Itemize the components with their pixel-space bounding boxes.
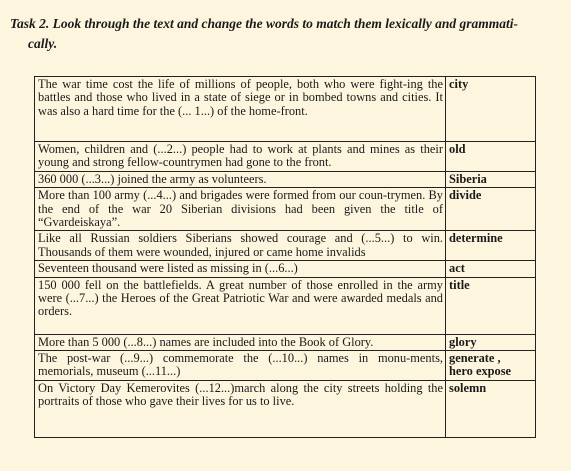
word-cell bbox=[446, 231, 536, 261]
word-cell bbox=[446, 142, 536, 172]
table-row bbox=[35, 350, 536, 380]
passage-cell: 150 000 fell on the battlefields. A great number of those enrolled in the army were (...7...) the Heroes of the Great Patriotic War and were awarded medals and orders. bbox=[35, 277, 446, 334]
task-heading-line1: Task 2. Look through the text and change the words to match them lexically and grammati- bbox=[10, 16, 519, 31]
word-cell bbox=[446, 77, 536, 142]
word-hint: generate , bbox=[449, 350, 501, 365]
exercise-table bbox=[34, 76, 536, 438]
word-hint: hero expose bbox=[449, 364, 512, 379]
passage-cell: The war time cost the life of millions of people, both who were fight-ing the battles and those who lived in a state of siege or in bombed towns and cities. It was also a hard time for the (... 1...) of the home-front. bbox=[35, 77, 446, 142]
table-row bbox=[35, 142, 536, 172]
word-hint: old bbox=[449, 142, 466, 156]
word-hint: glory bbox=[449, 334, 477, 349]
task-heading-line2: cally. bbox=[28, 36, 58, 51]
passage-cell: Women, children and (...2...) people had to work at plants and mines as their young and strong fellow-countrymen had gone to the front. bbox=[35, 142, 446, 172]
word-cell bbox=[446, 277, 536, 334]
table-row bbox=[35, 261, 536, 277]
word-cell bbox=[446, 350, 536, 380]
task-heading bbox=[10, 14, 562, 54]
table-row bbox=[35, 188, 536, 231]
word-hint: determine bbox=[449, 231, 503, 246]
word-cell bbox=[446, 188, 536, 231]
word-cell bbox=[446, 261, 536, 277]
table-row bbox=[35, 231, 536, 261]
table-row bbox=[35, 277, 536, 334]
passage-cell: 360 000 (...3...) joined the army as volunteers. bbox=[35, 172, 446, 188]
passage-cell: More than 100 army (...4...) and brigades were formed from our coun-trymen. By the end of the war 20 Siberian divisions had been given the title of “Gvardeiskaya”. bbox=[35, 188, 446, 231]
passage-cell: Like all Russian soldiers Siberians showed courage and (...5...) to win. Thousands of them were wounded, injured or came home invalids bbox=[35, 231, 446, 261]
word-cell bbox=[446, 380, 536, 437]
table-row bbox=[35, 380, 536, 437]
word-hint: solemn bbox=[449, 380, 487, 395]
word-cell bbox=[446, 334, 536, 350]
table-row bbox=[35, 172, 536, 188]
passage-cell: On Victory Day Kemerovites (...12...)march along the city streets holding the portraits of those who gave their lives for us to live. bbox=[35, 380, 446, 437]
passage-cell: The post-war (...9...) commemorate the (...10...) names in monu-ments, memorials, museum (...11...) bbox=[35, 350, 446, 380]
word-hint: Siberia bbox=[449, 172, 487, 186]
word-hint: city bbox=[449, 77, 469, 91]
word-hint: title bbox=[449, 277, 470, 292]
table-row bbox=[35, 334, 536, 350]
word-hint: act bbox=[449, 261, 465, 276]
table-row bbox=[35, 77, 536, 142]
passage-cell: More than 5 000 (...8...) names are included into the Book of Glory. bbox=[35, 334, 446, 350]
word-cell bbox=[446, 172, 536, 188]
passage-cell: Seventeen thousand were listed as missing in (...6...) bbox=[35, 261, 446, 277]
word-hint: divide bbox=[449, 188, 482, 203]
